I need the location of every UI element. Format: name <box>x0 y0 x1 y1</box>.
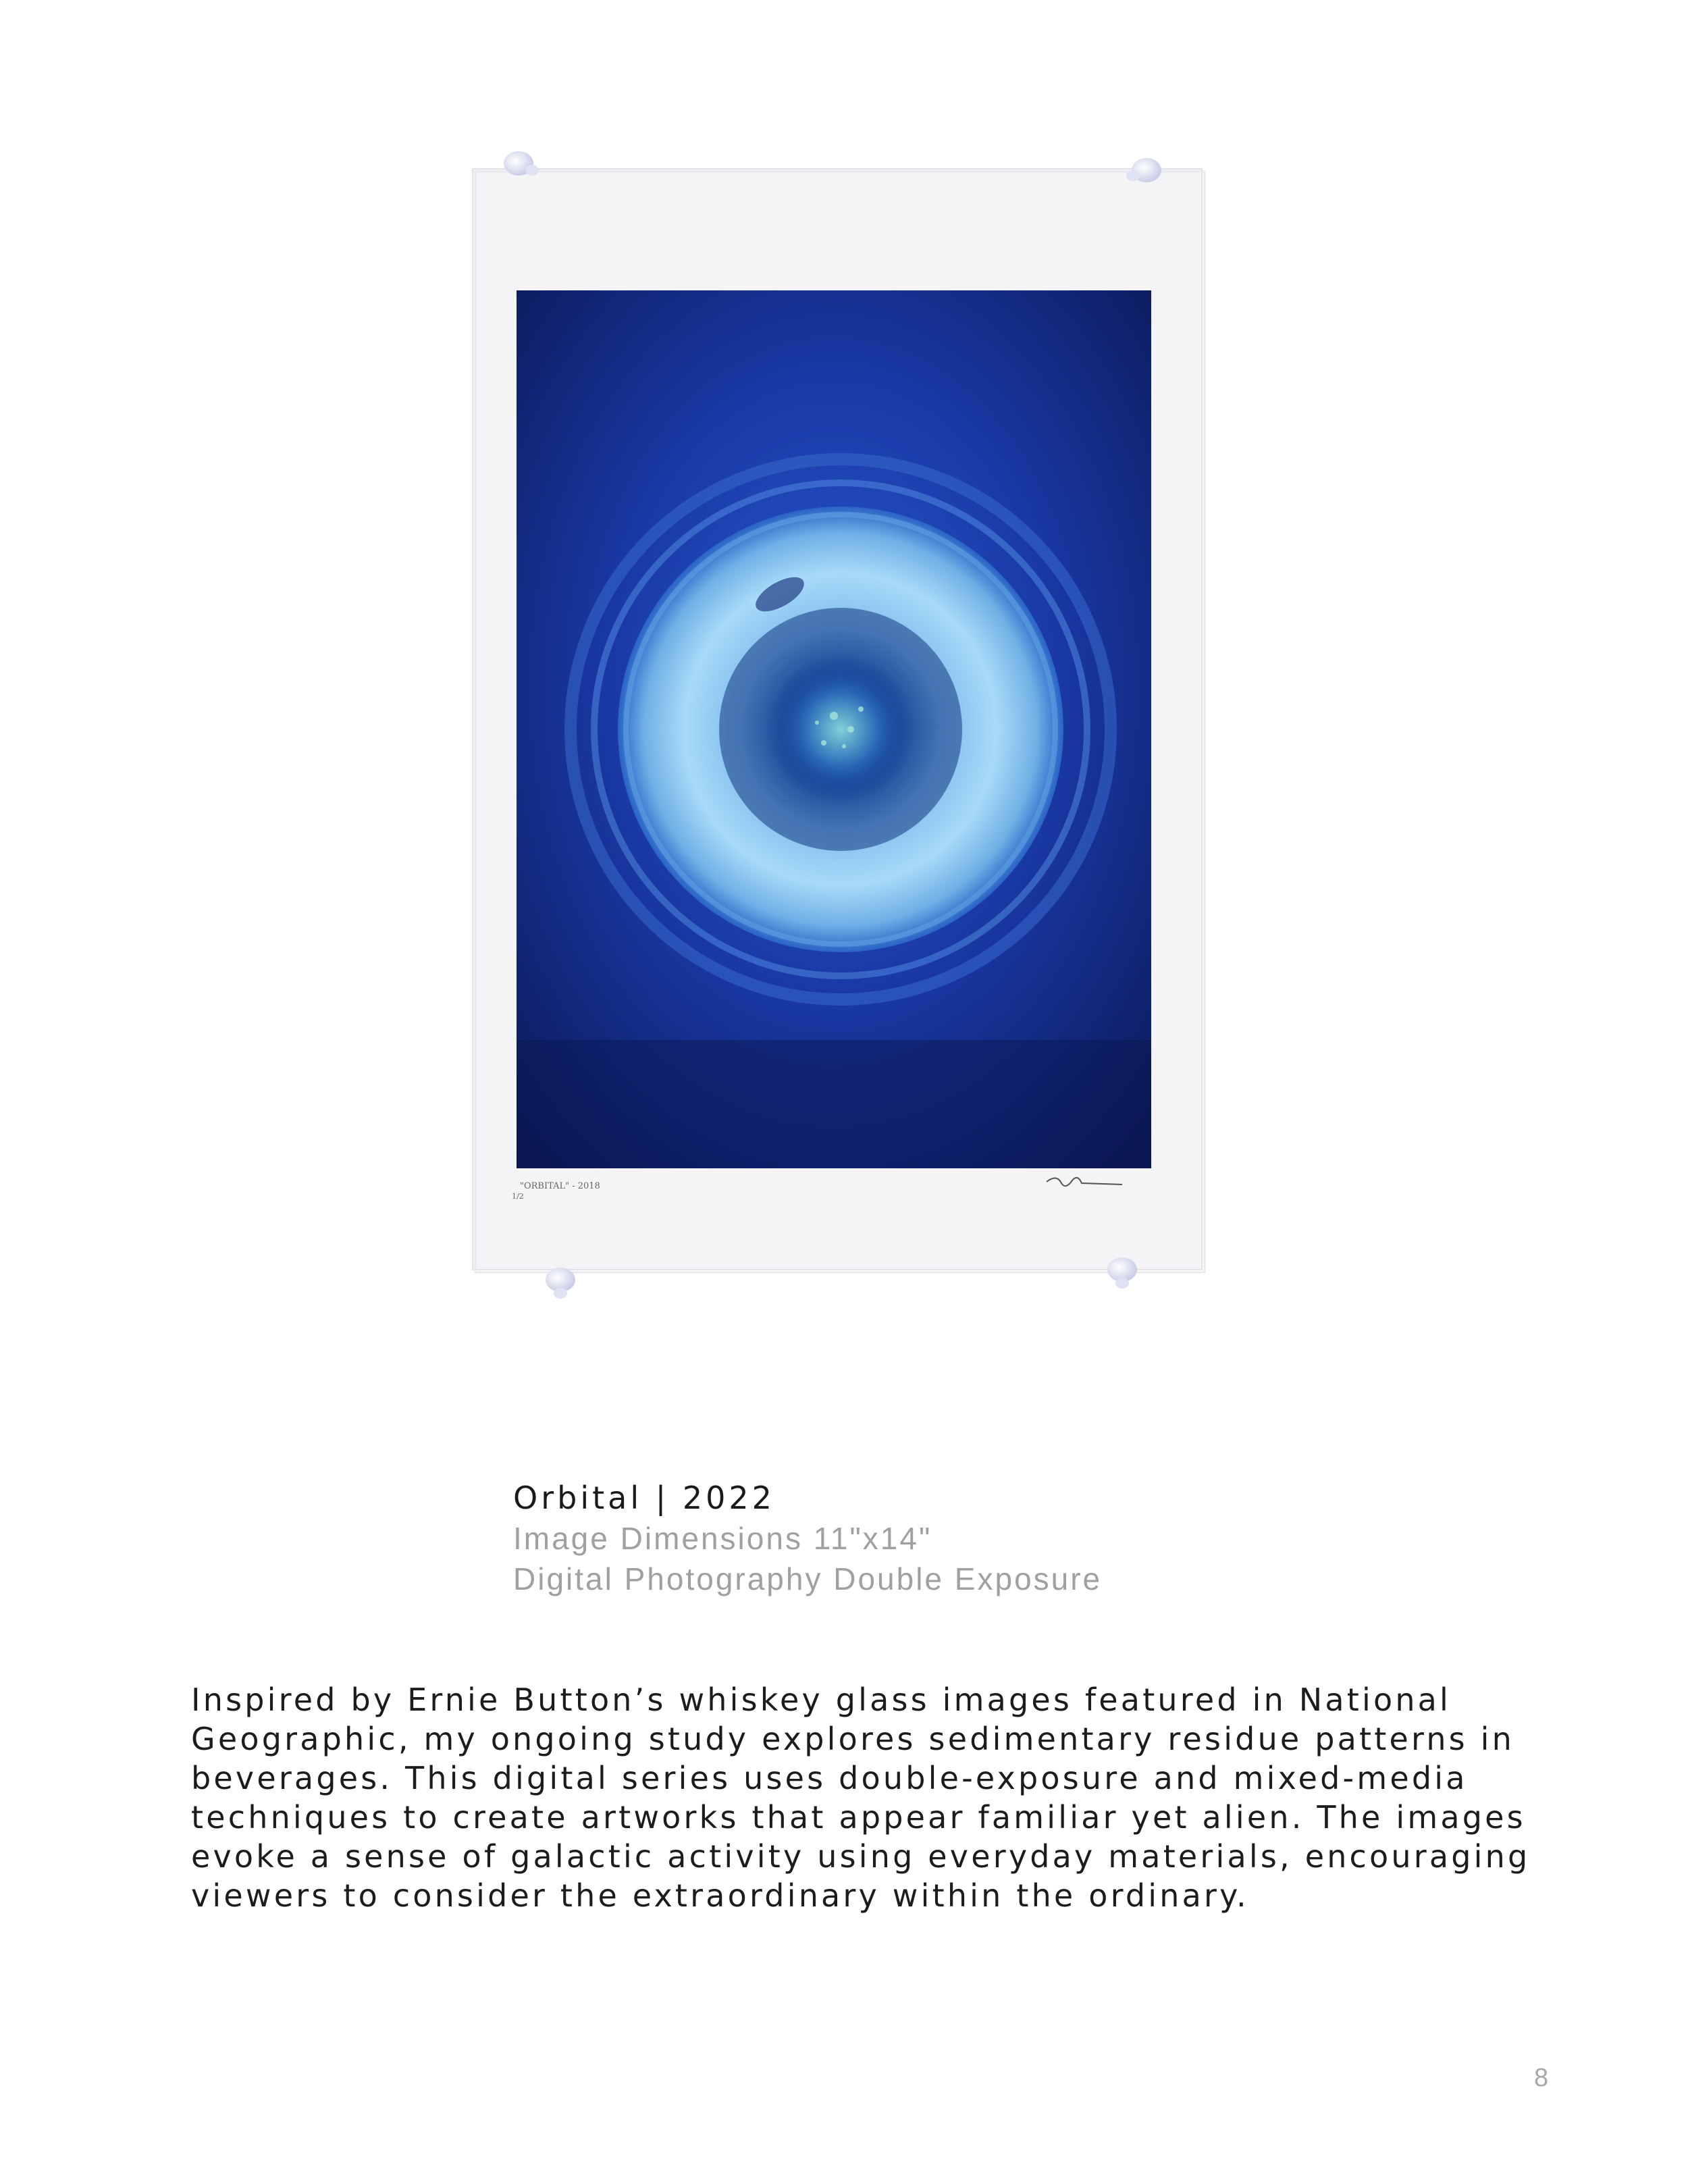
artwork-photo <box>466 135 1222 1324</box>
statement-line: Inspired by Ernie Button’s whiskey glass images featured in National <box>191 1682 1452 1718</box>
page-number: 8 <box>1534 2064 1549 2092</box>
pushpin-icon <box>504 151 539 176</box>
statement-line: techniques to create artworks that appear familiar yet alien. The images <box>191 1799 1526 1836</box>
artwork-caption <box>513 1478 1102 1599</box>
artwork-title: Orbital | 2022 <box>513 1480 775 1516</box>
artwork-medium: Digital Photography Double Exposure <box>513 1561 1103 1596</box>
print-edition: 1/2 <box>512 1192 524 1201</box>
artwork-dimensions: Image Dimensions 11"x14" <box>513 1521 932 1556</box>
print-inscription: "ORBITAL" - 2018 <box>520 1181 600 1191</box>
statement-line: viewers to consider the extraordinary within the ordinary. <box>191 1877 1249 1914</box>
statement-line: beverages. This digital series uses double-exposure and mixed-media <box>191 1760 1468 1796</box>
pushpin-icon <box>1107 1257 1137 1289</box>
statement-line: evoke a sense of galactic activity using everyday materials, encouraging <box>191 1838 1531 1875</box>
statement-line: Geographic, my ongoing study explores sedimentary residue patterns in <box>191 1721 1514 1757</box>
pushpin-icon <box>546 1268 575 1299</box>
artist-statement <box>191 1680 1541 1915</box>
